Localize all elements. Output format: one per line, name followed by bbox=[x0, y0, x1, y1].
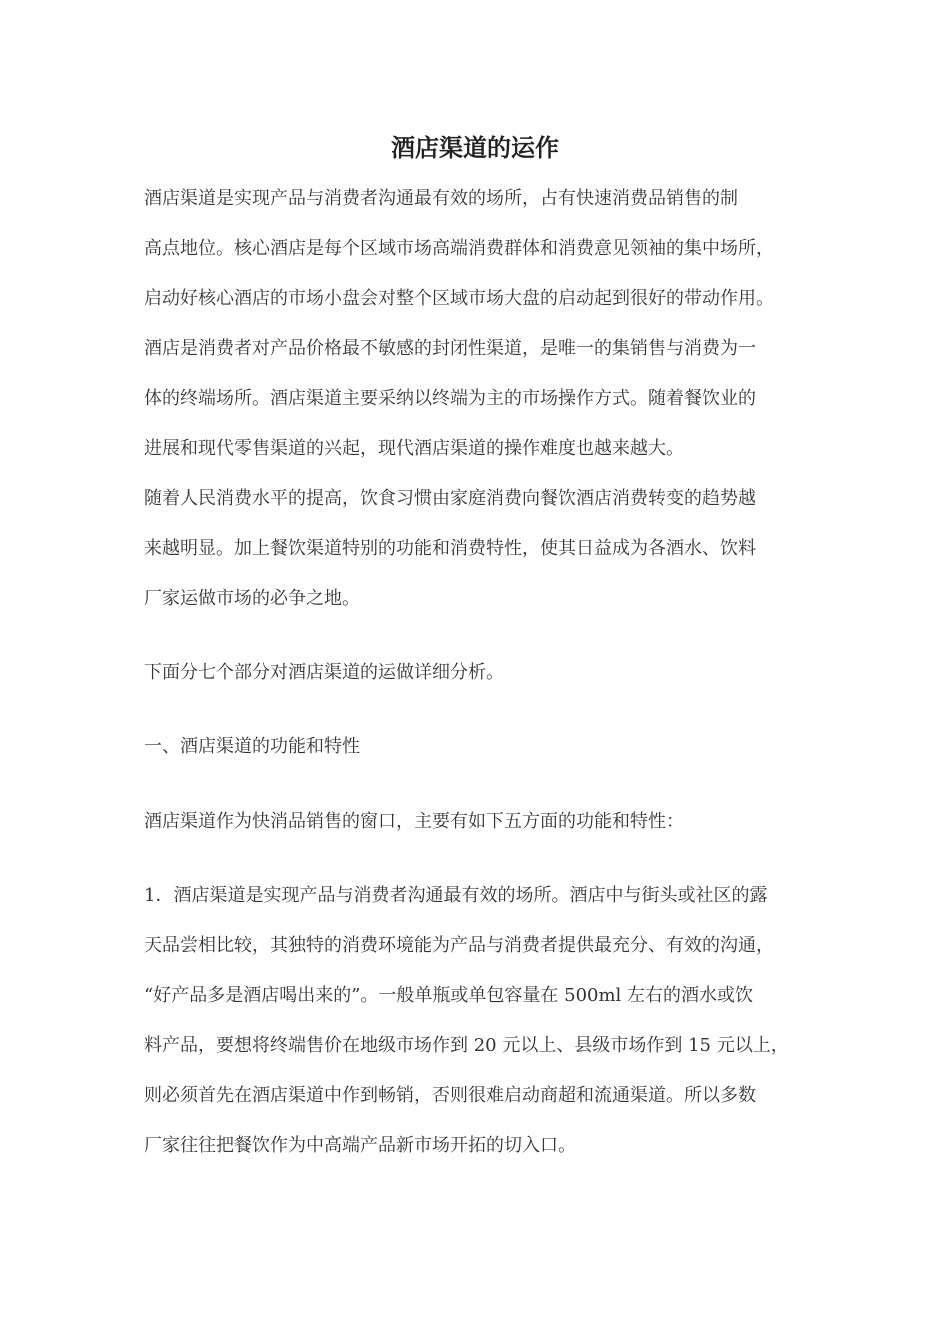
list-item-line: “好产品多是酒店喝出来的”。一般单瓶或单包容量在 500ml 左右的酒水或饮 bbox=[144, 985, 754, 1006]
paragraph-line: 酒店是消费者对产品价格最不敏感的封闭性渠道，是唯一的集销售与消费为一 bbox=[144, 338, 756, 359]
paragraph-line: 酒店渠道作为快消品销售的窗口，主要有如下五方面的功能和特性： bbox=[144, 811, 684, 832]
section-heading: 一、酒店渠道的功能和特性 bbox=[144, 736, 360, 757]
paragraph-line: 酒店渠道是实现产品与消费者沟通最有效的场所，占有快速消费品销售的制 bbox=[144, 188, 738, 209]
list-item-line: 厂家往往把餐饮作为中高端产品新市场开拓的切入口。 bbox=[144, 1135, 576, 1156]
list-item-line: 料产品，要想将终端售价在地级市场作到 20 元以上、县级市场作到 15 元以上， bbox=[144, 1035, 789, 1056]
list-item-line: 则必须首先在酒店渠道中作到畅销，否则很难启动商超和流通渠道。所以多数 bbox=[144, 1085, 756, 1106]
paragraph-line: 来越明显。加上餐饮渠道特别的功能和消费特性，使其日益成为各酒水、饮料 bbox=[144, 538, 756, 559]
list-item-line: 1．酒店渠道是实现产品与消费者沟通最有效的场所。酒店中与街头或社区的露 bbox=[144, 885, 768, 906]
paragraph-line: 厂家运做市场的必争之地。 bbox=[144, 588, 360, 609]
paragraph-line: 启动好核心酒店的市场小盘会对整个区域市场大盘的启动起到很好的带动作用。 bbox=[144, 288, 774, 309]
paragraph-line: 体的终端场所。酒店渠道主要采纳以终端为主的市场操作方式。随着餐饮业的 bbox=[144, 388, 756, 409]
paragraph-line: 高点地位。核心酒店是每个区域市场高端消费群体和消费意见领袖的集中场所， bbox=[144, 238, 774, 259]
paragraph-line: 随着人民消费水平的提高，饮食习惯由家庭消费向餐饮酒店消费转变的趋势越 bbox=[144, 488, 756, 509]
paragraph-line: 进展和现代零售渠道的兴起，现代酒店渠道的操作难度也越来越大。 bbox=[144, 438, 684, 459]
list-item-line: 天品尝相比较，其独特的消费环境能为产品与消费者提供最充分、有效的沟通， bbox=[144, 935, 774, 956]
document-title: 酒店渠道的运作 bbox=[391, 133, 559, 162]
paragraph-line: 下面分七个部分对酒店渠道的运做详细分析。 bbox=[144, 662, 504, 683]
